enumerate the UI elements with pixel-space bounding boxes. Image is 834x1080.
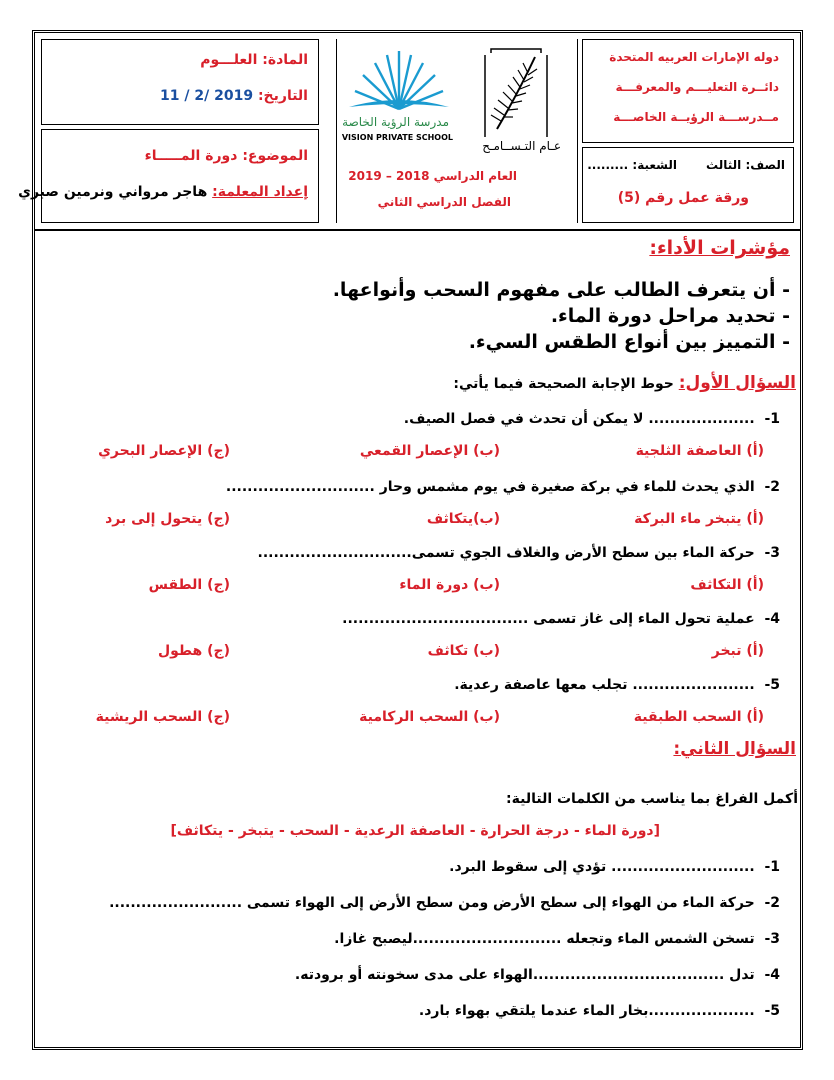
vision-logo-icon	[343, 45, 455, 115]
indicator-item: - تحديد مراحل دورة الماء.	[550, 305, 790, 327]
topic-field	[145, 148, 308, 164]
teacher-label: إعداد المعلمة:	[212, 184, 308, 200]
teacher-value: هاجر مرواني ونرمين صبري	[18, 184, 208, 200]
q1-option-a[interactable]: (أ) التكاثف	[690, 577, 764, 593]
subject-label: المادة:	[262, 52, 308, 68]
q1-option-a[interactable]: (أ) السحب الطبقية	[633, 709, 764, 725]
q2-title: السؤال الثاني:	[673, 739, 796, 759]
q1-option-c[interactable]: (ج) هطول	[157, 643, 230, 659]
q2-item-5: 5- ....................بخار الماء عندما يلتقي بهواء بارد.	[418, 1003, 780, 1019]
tolerance-logo-text: عـام التـســامـح	[482, 139, 561, 153]
q1-option-b[interactable]: (ب) السحب الركامية	[359, 709, 500, 725]
subject-value: العلـــوم	[200, 52, 258, 68]
worksheet-number: ورقة عمل رقم (5)	[617, 190, 749, 206]
school-logo-english: VISION PRIVATE SCHOOL	[341, 133, 453, 142]
q1-instruction: حوط الإجابة الصحيحة فيما يأتي:	[453, 376, 679, 392]
date-value: 11 / 2/ 2019	[160, 88, 254, 104]
q1-question-5: 5- ....................... تجلب معها عاصفة رعدية.	[454, 677, 780, 693]
plant-icon	[461, 45, 571, 141]
q1-option-b[interactable]: (ب) دورة الماء	[399, 577, 500, 593]
subject-field	[200, 52, 308, 68]
page-frame	[18, 30, 803, 1050]
q1-option-b[interactable]: (ب) تكاثف	[427, 643, 500, 659]
academic-term: الفصل الدراسي الثاني	[377, 195, 511, 209]
q2-item-2: 2- حركة الماء من الهواء إلى سطح الأرض ومن سطح الأرض إلى الهواء تسمى .........................	[109, 895, 780, 911]
q2-item-4: 4- تدل ....................................الهواء على مدى سخونته أو برودته.	[294, 967, 780, 983]
indicator-item: - التمييز بين أنواع الطقس السيء.	[468, 331, 790, 353]
q1-option-c[interactable]: (ج) الإعصار البحري	[98, 443, 230, 459]
q1-option-b[interactable]: (ب)يتكاثف	[426, 511, 500, 527]
indicator-item: - أن يتعرف الطالب على مفهوم السحب وأنواعها.	[332, 279, 790, 301]
grade-label: الصف: الثالث	[706, 158, 785, 172]
q2-item-1: 1- ........................... تؤدي إلى سقوط البرد.	[449, 859, 780, 875]
school-logo-arabic: مدرسة الرؤية الخاصة	[342, 115, 449, 129]
indicators-title: مؤشرات الأداء:	[649, 237, 790, 259]
q1-heading	[453, 373, 796, 393]
country-name: دوله الإمارات العربيه المتحدة	[609, 50, 779, 64]
q1-option-c[interactable]: (ج) السحب الريشية	[95, 709, 230, 725]
header-left-bottom	[18, 129, 319, 223]
q1-question-3: 3- حركة الماء بين سطح الأرض والغلاف الجوي تسمى.............................	[257, 545, 780, 561]
q2-item-3: 3- تسخن الشمس الماء وتجعله ............................ليصبح غازا.	[334, 931, 780, 947]
tolerance-year-logo	[461, 45, 571, 155]
header-center	[336, 39, 578, 223]
q1-question-1: 1- .................... لا يمكن أن تحدث في فصل الصيف.	[403, 411, 780, 427]
section-label: الشعبة: .........	[587, 158, 677, 172]
date-label: التاريخ:	[257, 88, 308, 104]
teacher-field	[18, 184, 308, 200]
q1-option-c[interactable]: (ج) الطقس	[148, 577, 230, 593]
q1-question-2: 2- الذي يحدث للماء في بركة صغيرة في يوم مشمس وحار ............................	[225, 479, 780, 495]
q2-instruction: أكمل الفراغ بما يناسب من الكلمات التالية:	[506, 791, 798, 807]
vision-school-logo	[343, 45, 455, 155]
q1-option-a[interactable]: (أ) يتبخر ماء البركة	[634, 511, 764, 527]
date-field	[160, 88, 308, 104]
header-left-top	[41, 39, 319, 125]
q1-title: السؤال الأول:	[678, 373, 796, 393]
header-right-bottom	[582, 147, 794, 223]
header	[18, 33, 800, 231]
q1-option-a[interactable]: (أ) تبخر	[711, 643, 764, 659]
q1-question-4: 4- عملية تحول الماء إلى غاز تسمى ...................................	[342, 611, 780, 627]
q1-option-c[interactable]: (ج) يتحول إلى برد	[105, 511, 230, 527]
word-bank: [دورة الماء - درجة الحرارة - العاصفة الرعدية - السحب - يتبخر - يتكاثف]	[170, 823, 660, 839]
q1-option-a[interactable]: (أ) العاصفة الثلجية	[635, 443, 764, 459]
topic-label: الموضوع:	[242, 148, 308, 164]
q1-option-b[interactable]: (ب) الإعصار القمعي	[359, 443, 500, 459]
topic-value: دورة المـــــاء	[144, 148, 238, 164]
school-name: مــدرســـة الرؤيــة الخاصـــة	[613, 110, 779, 124]
department-name: دائــرة التعليـــم والمعرفـــة	[615, 80, 779, 94]
header-right-top	[582, 39, 794, 143]
academic-year: العام الدراسي 2018 – 2019	[348, 169, 517, 183]
